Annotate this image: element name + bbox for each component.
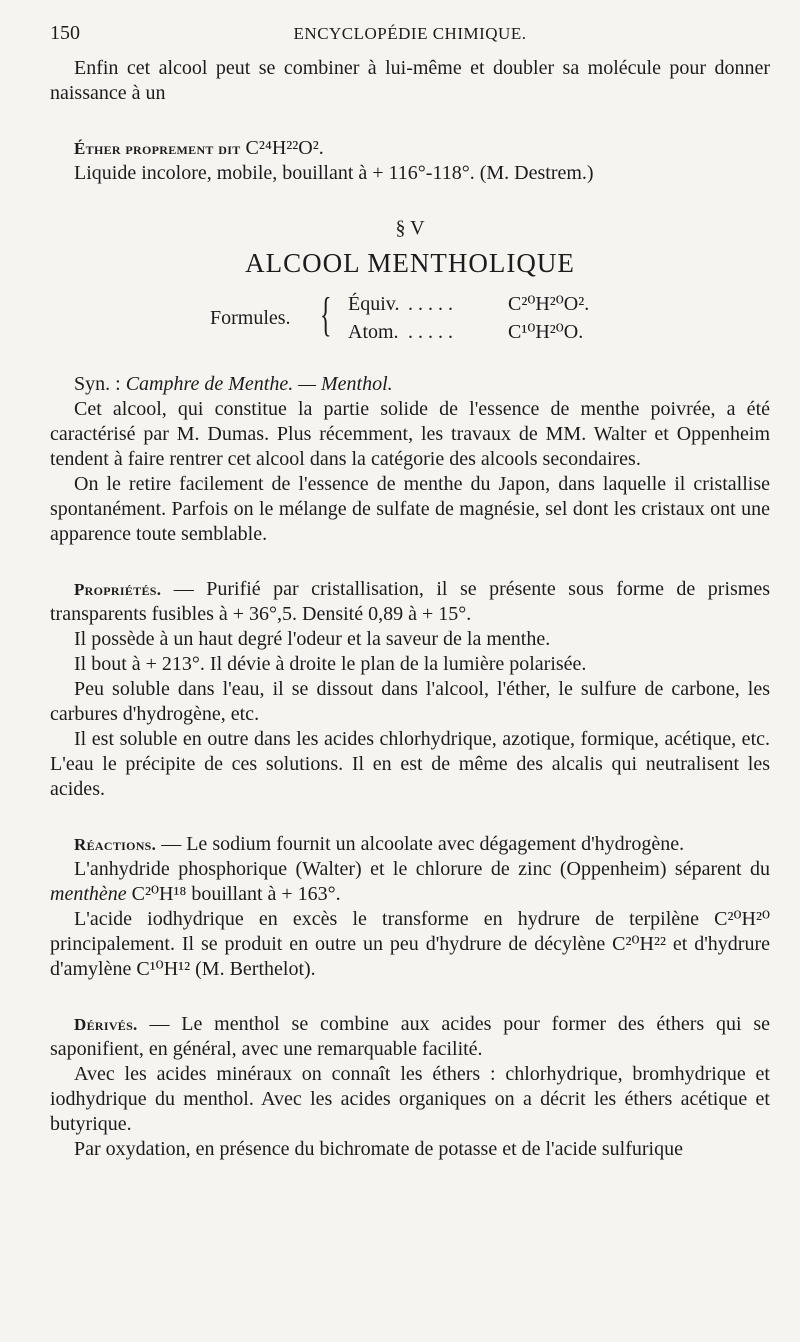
equiv-formula: C²⁰H²⁰O². xyxy=(508,293,590,315)
page-header xyxy=(50,22,770,46)
reactions-p2-end: C²⁰H¹⁸ bouillant à + 163°. xyxy=(131,883,341,905)
page-body xyxy=(50,56,770,1162)
page-number: 150 xyxy=(50,22,80,44)
reactions-paragraph xyxy=(50,832,770,857)
paragraph: Il possède à un haut degré l'odeur et la saveur de la menthe. xyxy=(74,628,551,650)
paragraph: On le retire facilement de l'essence de menthe du Japon, dans laquelle il cristallise spontanément. Parfois on le mélange de sulfate de magnésie, sel dont les cristaux ont une apparence toute semblable. xyxy=(50,473,770,545)
paragraph: Par oxydation, en présence du bichromate de potasse et de l'acide sulfurique xyxy=(74,1138,683,1160)
formula-atom-row xyxy=(348,320,583,345)
paragraph: L'acide iodhydrique en excès le transforme en hydrure de terpilène C²⁰H²⁰ principalement. Il se produit en outre un peu d'hydrure de décylène C²⁰H²² et d'hydrure d'amylène C¹⁰H¹² (M. Berthelot). xyxy=(50,908,770,980)
paragraph xyxy=(50,857,770,907)
synonyms-text: Camphre de Menthe. — Menthol. xyxy=(125,373,393,395)
intro-paragraph: Enfin cet alcool peut se combiner à lui-même et doubler sa molécule pour donner naissance à un xyxy=(50,57,770,104)
proprietes-paragraph xyxy=(50,577,770,627)
leader-dots: ..... xyxy=(408,293,458,315)
ether-paragraph xyxy=(50,136,770,161)
paragraph: Avec les acides minéraux on connaît les éthers : chlorhydrique, bromhydrique et iodhydrique du menthol. Avec les acides organiques on a décrit les éthers acétique et butyrique. xyxy=(50,1063,770,1135)
formulas-label: Formules. xyxy=(210,307,291,329)
ether-description: Liquide incolore, mobile, bouillant à + 116°-118°. (M. Destrem.) xyxy=(74,162,594,184)
reactions-text: — Le sodium fournit un alcoolate avec dégagement d'hydrogène. xyxy=(161,833,685,855)
brace-glyph: { xyxy=(320,288,332,341)
synonyms-line xyxy=(50,372,770,397)
formula-equiv-row xyxy=(348,292,589,317)
running-title: ENCYCLOPÉDIE CHIMIQUE. xyxy=(293,24,527,43)
section-title: ALCOOL MENTHOLIQUE xyxy=(245,248,575,278)
derives-text: — Le menthol se combine aux acides pour former des éthers qui se saponifient, en général, avec une remarquable facilité. xyxy=(50,1013,770,1060)
proprietes-text: — Purifié par cristallisation, il se présente sous forme de prismes transparents fusibles à + 36°,5. Densité 0,89 à + 15°. xyxy=(50,578,770,625)
reactions-heading: Réactions. xyxy=(74,835,157,854)
ether-formula: C²⁴H²²O². xyxy=(245,137,324,159)
paragraph: Il bout à + 213°. Il dévie à droite le plan de la lumière polarisée. xyxy=(74,653,587,675)
leader-dots: ..... xyxy=(408,321,458,343)
formulas-block xyxy=(50,288,770,350)
paragraph: Il est soluble en outre dans les acides chlorhydrique, azotique, formique, acétique, etc. L'eau le précipite de ces solutions. Il en est de même des alcalis qui neutralisent les acides. xyxy=(50,728,770,800)
menthene-term: menthène xyxy=(50,883,127,905)
atom-formula: C¹⁰H²⁰O. xyxy=(508,321,584,343)
proprietes-heading: Propriétés. xyxy=(74,580,162,599)
reactions-p2-start: L'anhydride phosphorique (Walter) et le chlorure de zinc (Oppenheim) séparent du xyxy=(74,858,770,880)
paragraph: Cet alcool, qui constitue la partie solide de l'essence de menthe poivrée, a été caractérisé par M. Dumas. Plus récemment, les travaux de MM. Walter et Oppenheim tendent à faire rentrer cet alcool dans la catégorie des alcools secondaires. xyxy=(50,398,770,470)
ether-heading: Éther proprement dit xyxy=(74,139,241,158)
derives-heading: Dérivés. xyxy=(74,1015,138,1034)
atom-label: Atom. xyxy=(348,321,399,343)
section-number: § V xyxy=(395,217,425,239)
derives-paragraph xyxy=(50,1012,770,1062)
paragraph: Peu soluble dans l'eau, il se dissout dans l'alcool, l'éther, le sulfure de carbone, les carbures d'hydrogène, etc. xyxy=(50,678,770,725)
synonyms-label: Syn. : xyxy=(74,373,121,395)
equiv-label: Équiv. xyxy=(348,293,400,315)
